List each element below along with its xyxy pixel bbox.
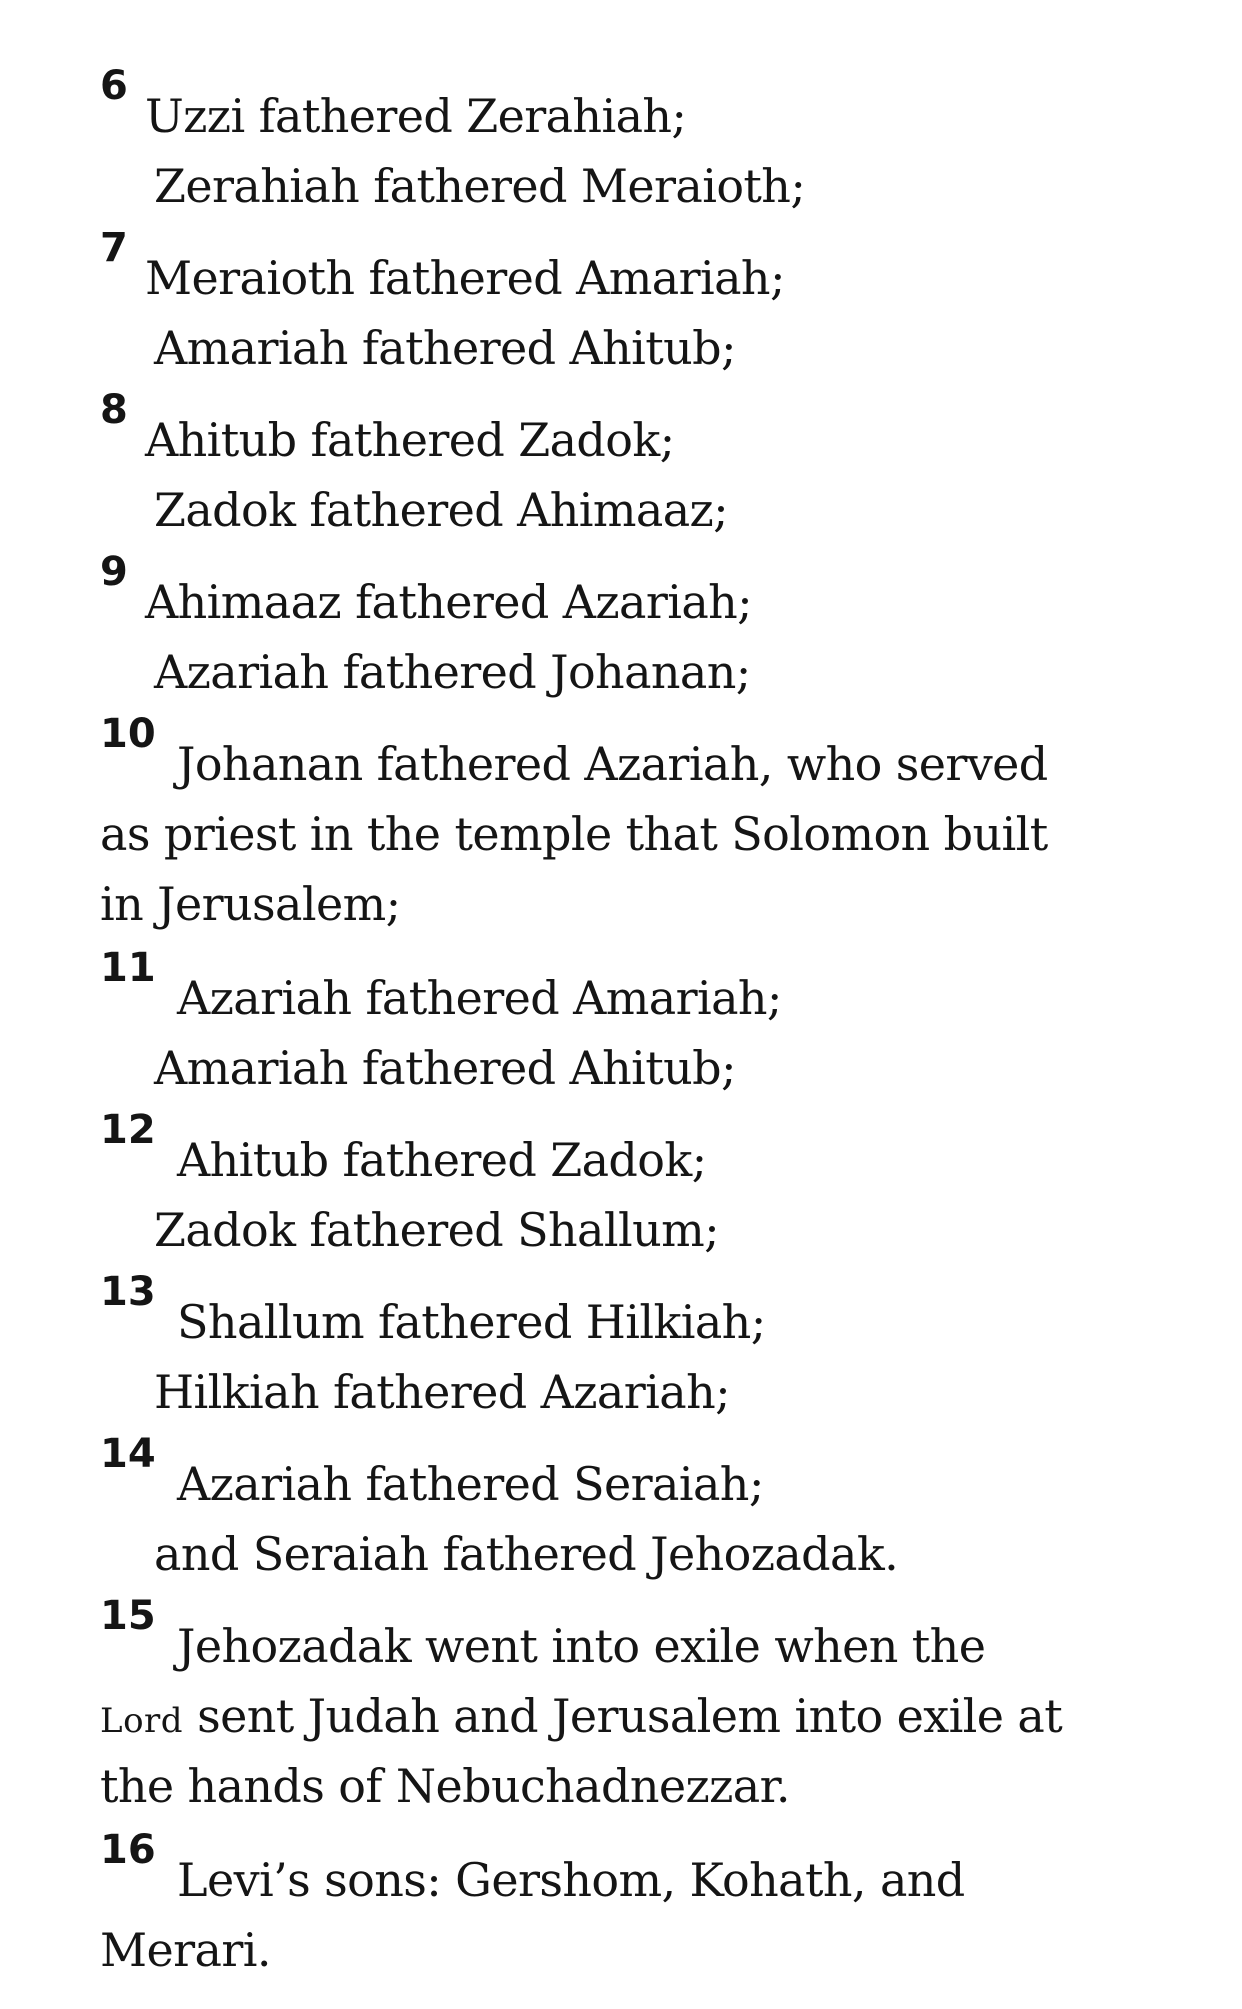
verse-line: Jehozadak went into exile when the: [177, 1619, 986, 1673]
divine-name: Lord: [100, 1701, 184, 1741]
verse-line: Azariah fathered Johanan;: [154, 645, 751, 699]
verse-line: Azariah fathered Seraiah;: [177, 1457, 764, 1511]
verse-line: Johanan fathered Azariah, who served: [177, 737, 1048, 791]
verse-number: 9: [100, 549, 128, 595]
verse-number: 8: [100, 387, 128, 433]
verse-number: 6: [100, 63, 128, 109]
verse-line: Zerahiah fathered Meraioth;: [154, 159, 806, 213]
verse-line-with-divine-name: [100, 1688, 1062, 1749]
verse-line: Ahitub fathered Zadok;: [177, 1133, 707, 1187]
verse-line: Shallum fathered Hilkiah;: [177, 1295, 766, 1349]
verse-line: in Jerusalem;: [100, 877, 401, 931]
verse-line: Ahimaaz fathered Azariah;: [145, 575, 753, 629]
verse-line: Uzzi fathered Zerahiah;: [145, 89, 687, 143]
verse-number: 14: [100, 1431, 156, 1477]
verse-line: Amariah fathered Ahitub;: [154, 1041, 736, 1095]
verse-line: and Seraiah fathered Jehozadak.: [154, 1527, 899, 1581]
verse-line: Azariah fathered Amariah;: [177, 971, 782, 1025]
verse-number: 15: [100, 1593, 156, 1639]
verse-number: 16: [100, 1827, 156, 1873]
verse-line: as priest in the temple that Solomon built: [100, 807, 1048, 861]
verse-number: 13: [100, 1269, 156, 1315]
verse-line: Zadok fathered Shallum;: [154, 1203, 720, 1257]
verse-number: 10: [100, 711, 156, 757]
verse-number: 11: [100, 945, 156, 991]
verse-line: the hands of Nebuchadnezzar.: [100, 1759, 790, 1813]
verse-line: Merari.: [100, 1923, 271, 1977]
verse-line: Amariah fathered Ahitub;: [154, 321, 736, 375]
verse-number: 12: [100, 1107, 156, 1153]
verse-number: 7: [100, 225, 128, 271]
verse-line: sent Judah and Jerusalem into exile at: [197, 1689, 1063, 1743]
verse-line: Meraioth fathered Amariah;: [145, 251, 785, 305]
verse-line: Ahitub fathered Zadok;: [145, 413, 675, 467]
verse-line: Hilkiah fathered Azariah;: [154, 1365, 730, 1419]
verse-line: Levi’s sons: Gershom, Kohath, and: [177, 1853, 965, 1907]
verse-line: Zadok fathered Ahimaaz;: [154, 483, 729, 537]
